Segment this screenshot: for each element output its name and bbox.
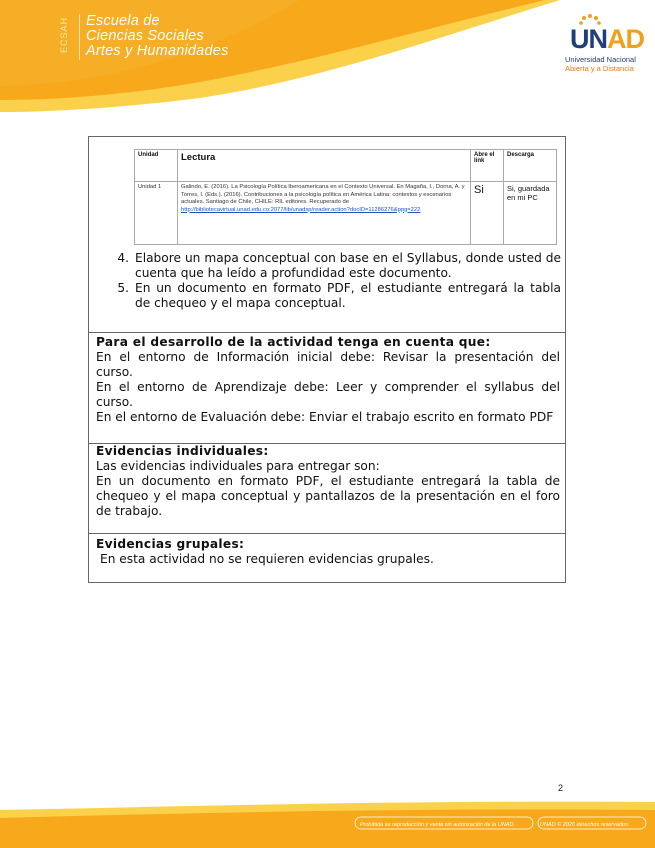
row-descarga: Si, guardada en mi PC (504, 182, 557, 245)
footer-copyright: UNAD © 2020 derechos reservados. (540, 822, 630, 828)
list-item: 5. En un documento en formato PDF, el estudiante entregará la tabla de chequeo y el mapa conceptual. (117, 281, 561, 310)
section-heading: Evidencias grupales: (96, 537, 245, 551)
unad-subtitle-1: Universidad Nacional (565, 55, 636, 64)
col-abre-link: Abre el link (471, 150, 504, 182)
divider (79, 14, 80, 60)
reference-link[interactable]: http://bibliotecavirtual.unad.edu.co:2077/lib/unadsp/reader.action?docID=11286276&ppg=222 (181, 206, 421, 213)
individuales-section: Evidencias individuales: Las evidencias individuales para entregar son: En un documento en formato PDF, el estudiante entregará la tabla de chequeo y el mapa conceptual y pantallazos de la presentación en el foro de trabajo. (96, 444, 560, 518)
instruction-list (99, 251, 561, 311)
section-heading: Evidencias individuales: (96, 444, 269, 458)
desarrollo-section: Para el desarrollo de la actividad tenga en cuenta que: En el entorno de Información inicial debe: Revisar la presentación del curso. En el entorno de Aprendizaje debe: Leer y comprender el syllabus del curso. En el entorno de Evaluación debe: Enviar el trabajo escrito en formato PDF (96, 335, 560, 424)
content-box (88, 136, 566, 583)
reading-table (134, 149, 557, 245)
ecsah-vertical-label: ECSAH (59, 16, 70, 54)
divider (89, 332, 565, 333)
col-descarga: Descarga (504, 150, 557, 182)
row-abre: Si (471, 182, 504, 245)
row-unidad: Unidad 1 (135, 182, 178, 245)
col-lectura: Lectura (178, 150, 471, 182)
col-unidad: Unidad (135, 150, 178, 182)
footer-note: Prohibida su reproducción y venta sin autorización de la UNAD. (360, 822, 515, 828)
row-lectura (178, 182, 471, 245)
list-item: 4. Elabore un mapa conceptual con base en el Syllabus, donde usted de cuenta que ha leído a profundidad este documento. (117, 251, 561, 280)
page-number: 2 (558, 783, 564, 793)
unad-logo-text: UNAD (570, 24, 644, 54)
unad-subtitle-2: Abierta y a Distancia (565, 64, 634, 73)
section-heading: Para el desarrollo de la actividad tenga en cuenta que: (96, 335, 491, 349)
reference-text: Galindo, E. (2016). La Psicología Política Iberoamericana en el Contexto Universal. En Magaña, I., Dorna, A. y Torres, I. (Eds.). (2016). Contribuciones a la psicología política en América Latina: contextos y escenarios actuales. Santiago de Chile, CHILE: RIL editores. Recuperado de (181, 184, 465, 205)
school-name: Escuela de Ciencias Sociales Artes y Humanidades (86, 13, 229, 59)
grupales-section: Evidencias grupales: En esta actividad no se requieren evidencias grupales. (96, 537, 560, 567)
divider (89, 533, 565, 534)
